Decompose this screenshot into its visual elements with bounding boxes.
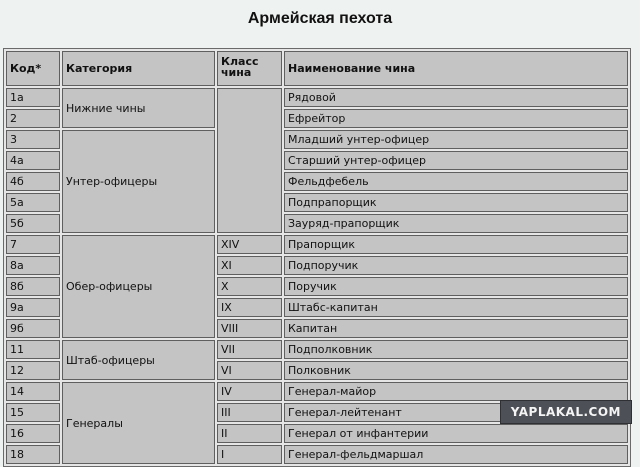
- cell-rank-name: Прапорщик: [284, 235, 628, 254]
- cell-code: 8б: [6, 277, 60, 296]
- cell-rank-name: Подпрапорщик: [284, 193, 628, 212]
- cell-rank-name: Штабс-капитан: [284, 298, 628, 317]
- cell-code: 5б: [6, 214, 60, 233]
- cell-code: 3: [6, 130, 60, 149]
- cell-code: 14: [6, 382, 60, 401]
- cell-class-empty: [217, 88, 282, 233]
- cell-rank-name: Младший унтер-офицер: [284, 130, 628, 149]
- cell-rank-name: Полковник: [284, 361, 628, 380]
- watermark-logo: YAPLAKAL.COM: [500, 400, 632, 424]
- cell-class: XIV: [217, 235, 282, 254]
- table-row: [6, 130, 628, 149]
- header-class: Класс чина: [217, 51, 282, 86]
- cell-class: VII: [217, 340, 282, 359]
- cell-rank-name: Старший унтер-офицер: [284, 151, 628, 170]
- cell-rank-name: Подпоручик: [284, 256, 628, 275]
- table-row: [6, 235, 628, 254]
- cell-rank-name: Генерал-майор: [284, 382, 628, 401]
- cell-rank-name: Ефрейтор: [284, 109, 628, 128]
- cell-code: 4б: [6, 172, 60, 191]
- cell-rank-name: Капитан: [284, 319, 628, 338]
- cell-rank-name: Зауряд-прапорщик: [284, 214, 628, 233]
- cell-code: 16: [6, 424, 60, 443]
- cell-rank-name: Рядовой: [284, 88, 628, 107]
- cell-rank-name: Подполковник: [284, 340, 628, 359]
- cell-code: 18: [6, 445, 60, 464]
- category-ober-officers: Обер-офицеры: [62, 235, 215, 338]
- category-lower-ranks: Нижние чины: [62, 88, 215, 128]
- cell-class: III: [217, 403, 282, 422]
- cell-code: 2: [6, 109, 60, 128]
- cell-class: IV: [217, 382, 282, 401]
- header-name: Наименование чина: [284, 51, 628, 86]
- cell-class: VI: [217, 361, 282, 380]
- cell-class: X: [217, 277, 282, 296]
- table-row: [6, 382, 628, 401]
- cell-code: 7: [6, 235, 60, 254]
- table-row: [6, 88, 628, 107]
- category-staff-officers: Штаб-офицеры: [62, 340, 215, 380]
- category-nco: Унтер-офицеры: [62, 130, 215, 233]
- cell-class: VIII: [217, 319, 282, 338]
- cell-code: 12: [6, 361, 60, 380]
- cell-code: 5а: [6, 193, 60, 212]
- page-title: Армейская пехота: [247, 10, 393, 27]
- cell-code: 9б: [6, 319, 60, 338]
- cell-rank-name: Генерал-фельдмаршал: [284, 445, 628, 464]
- cell-rank-name: Генерал-лейтенант: [284, 403, 628, 422]
- cell-code: 8а: [6, 256, 60, 275]
- category-generals: Генералы: [62, 382, 215, 464]
- cell-class: XI: [217, 256, 282, 275]
- cell-code: 11: [6, 340, 60, 359]
- cell-code: 15: [6, 403, 60, 422]
- cell-rank-name: Фельдфебель: [284, 172, 628, 191]
- cell-class: II: [217, 424, 282, 443]
- cell-code: 1а: [6, 88, 60, 107]
- header-category: Категория: [62, 51, 215, 86]
- table-row: [6, 340, 628, 359]
- cell-rank-name: Поручик: [284, 277, 628, 296]
- cell-code: 4а: [6, 151, 60, 170]
- cell-rank-name: Генерал от инфантерии: [284, 424, 628, 443]
- table-header-row: [6, 51, 628, 86]
- header-code: Код*: [6, 51, 60, 86]
- cell-class: IX: [217, 298, 282, 317]
- cell-class: I: [217, 445, 282, 464]
- cell-code: 9а: [6, 298, 60, 317]
